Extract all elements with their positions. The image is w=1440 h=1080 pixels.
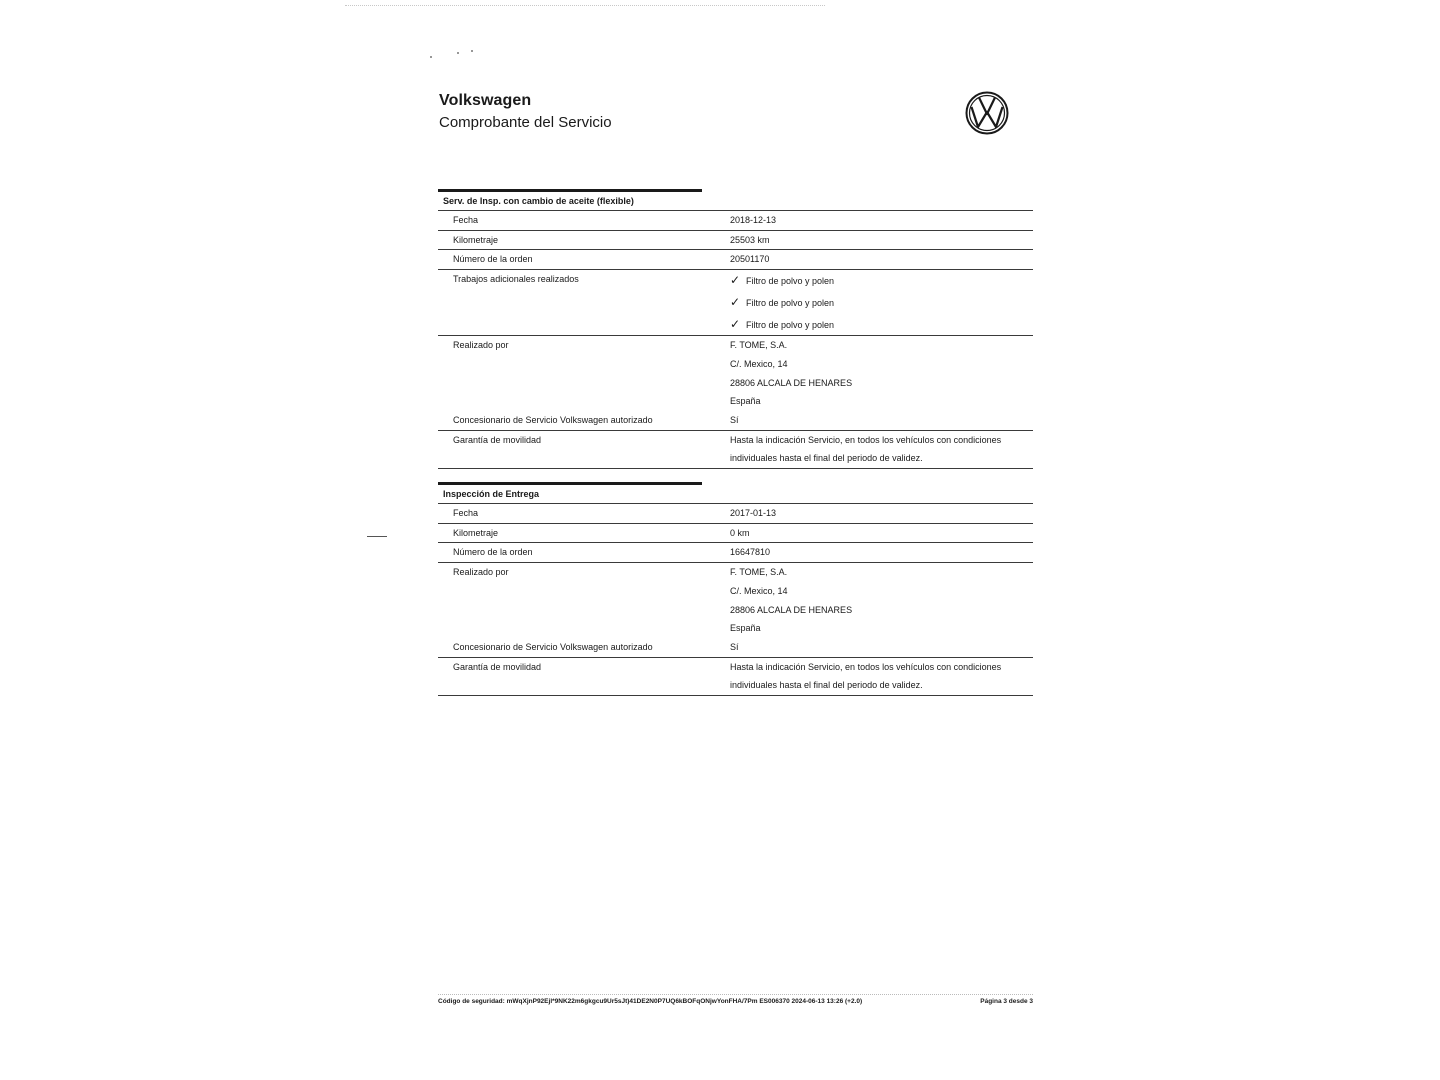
label-trabajos-adicionales: Trabajos adicionales realizados [453,274,579,285]
value-trabajos-adicionales [730,270,1033,335]
label-concesionario: Concesionario de Servicio Volkswagen autorizado [453,641,653,652]
label-realizado-por: Realizado por [453,567,509,578]
margin-mark [367,536,387,537]
section-title: Serv. de Insp. con cambio de aceite (flexible) [443,196,634,206]
list-item [730,292,1033,314]
value-garantia-movilidad [730,658,1033,695]
section-title: Inspección de Entrega [443,489,540,499]
value-realizado-por [730,336,1033,411]
dealer-street: C/. Mexico, 14 [730,585,788,596]
brand-title: Volkswagen [439,92,532,109]
value-kilometraje: 0 km [730,527,750,538]
garantia-line: individuales hasta el final del periodo de validez. [730,680,923,691]
row-realizado-por [438,562,1033,638]
label-kilometraje: Kilometraje [453,234,499,245]
dealer-name: F. TOME, S.A. [730,340,788,351]
value-numero-orden: 20501170 [730,254,770,265]
checkmark-icon: ✓ [730,294,741,309]
trabajo-item: Filtro de polvo y polen [746,297,835,308]
label-realizado-por: Realizado por [453,340,509,351]
list-item [730,270,1033,292]
dealer-country: España [730,623,761,634]
label-garantia-movilidad: Garantía de movilidad [453,661,542,672]
garantia-line: individuales hasta el final del periodo de validez. [730,453,923,464]
document-subtitle: Comprobante del Servicio [439,114,612,131]
value-numero-orden: 16647810 [730,547,771,558]
dealer-country: España [730,396,761,407]
row-realizado-por [438,335,1033,411]
dealer-street: C/. Mexico, 14 [730,358,788,369]
row-garantia-movilidad [438,430,1033,469]
label-concesionario: Concesionario de Servicio Volkswagen autorizado [453,415,653,426]
trabajo-item: Filtro de polvo y polen [746,319,835,330]
label-fecha: Fecha [453,508,479,518]
value-kilometraje: 25503 km [730,234,770,245]
garantia-line: Hasta la indicación Servicio, en todos los vehículos con condiciones [730,661,1002,672]
service-section-delivery-inspection [438,482,1033,696]
checkmark-icon: ✓ [730,316,741,331]
list-item [730,314,1033,336]
dealer-city: 28806 ALCALA DE HENARES [730,377,853,388]
trabajo-item: Filtro de polvo y polen [746,276,835,287]
service-section-oil-change [438,189,1033,469]
value-concesionario: Sí [730,641,739,652]
garantia-line: Hasta la indicación Servicio, en todos los vehículos con condiciones [730,434,1002,445]
label-numero-orden: Número de la orden [453,547,533,558]
row-kilometraje [438,230,1033,250]
row-fecha [438,503,1033,523]
footer-rule [438,994,1033,995]
checkmark-icon: ✓ [730,273,741,288]
label-kilometraje: Kilometraje [453,527,499,538]
label-garantia-movilidad: Garantía de movilidad [453,434,542,445]
row-numero-orden [438,542,1033,562]
label-fecha: Fecha [453,215,479,225]
value-garantia-movilidad [730,431,1033,468]
scan-specks [428,48,478,60]
row-kilometraje [438,523,1033,543]
row-trabajos-adicionales [438,269,1033,335]
value-fecha: 2018-12-13 [730,215,777,225]
row-numero-orden [438,249,1033,269]
row-garantia-movilidad [438,657,1033,696]
row-concesionario [438,638,1033,657]
value-concesionario: Sí [730,415,739,426]
dealer-name: F. TOME, S.A. [730,567,788,578]
scan-artifact-line [345,5,825,6]
vw-logo-icon [965,91,1009,135]
value-fecha: 2017-01-13 [730,508,777,518]
dealer-city: 28806 ALCALA DE HENARES [730,604,853,615]
row-fecha [438,210,1033,230]
page-number: Página 3 desde 3 [980,998,1033,1005]
security-code: Código de seguridad: mWqXjnP92Ejl*9NK22m6gkgcu9Ur5sJt)41DE2N0P7UQ6kBOFqONjwYonFHA/7Pm ES006370 2024-06-13 13:26 (+2.0) [438,998,863,1005]
label-numero-orden: Número de la orden [453,254,533,265]
row-concesionario [438,411,1033,430]
value-realizado-por [730,563,1033,638]
